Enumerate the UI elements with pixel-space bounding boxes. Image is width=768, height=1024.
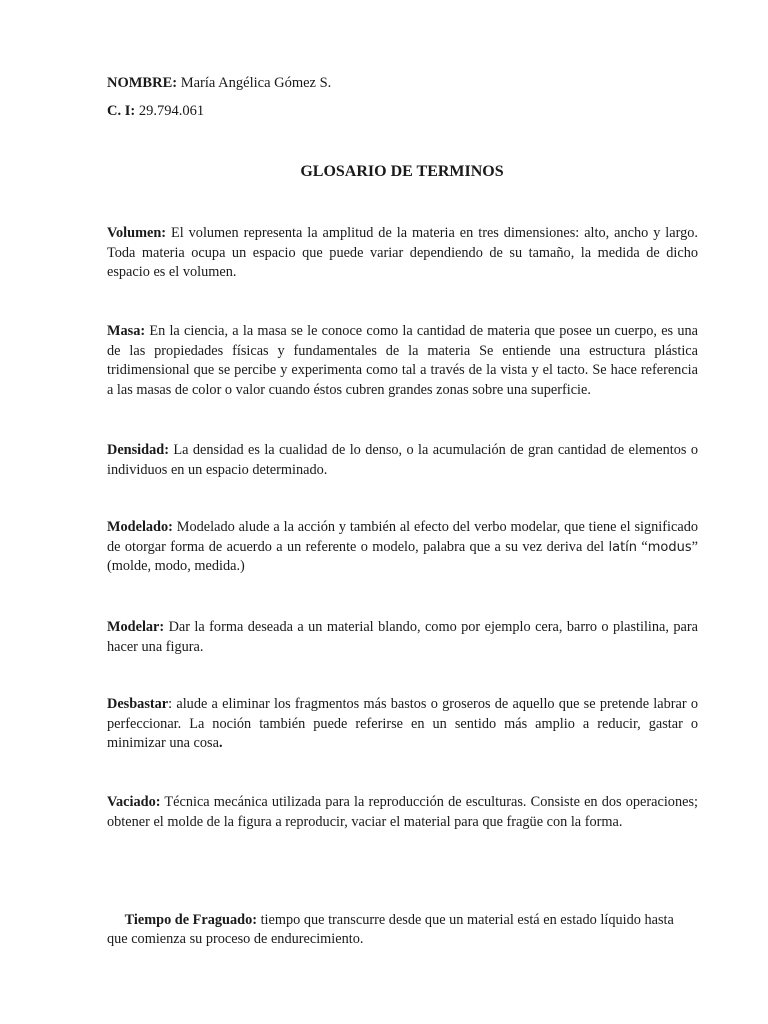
modus-word: modus	[647, 539, 692, 555]
trailing-period: .	[218, 735, 223, 752]
id-value: 29.794.061	[135, 103, 205, 119]
glossary-entry-modelar	[107, 618, 698, 657]
glossary-definition: : alude a eliminar los fragmentos más bastos o groseros de aquello que se pretende labrar o perfeccionar. La noción también puede referirse en un sentido más amplio a reducir, gastar o minimizar una cosa	[107, 696, 698, 752]
id-line	[107, 101, 204, 121]
glossary-term: Tiempo de Fraguado:	[121, 911, 257, 928]
name-value: María Angélica Gómez S.	[177, 75, 332, 91]
glossary-term: Modelar:	[107, 619, 165, 635]
id-label: C. I:	[107, 103, 136, 119]
glossary-term: Densidad:	[107, 442, 169, 458]
glossary-definition: El volumen representa la amplitud de la materia en tres dimensiones: alto, ancho y largo. Toda materia ocupa un espacio que puede variar dependiendo de su tamaño, la medida de dicho espacio es el volumen.	[107, 225, 698, 281]
glossary-term: Masa:	[107, 323, 146, 339]
glossary-definition: tiempo que transcurre desde que un material está en estado líquido hasta que comienza su proceso de endurecimiento.	[107, 911, 678, 948]
glossary-entry-masa	[107, 322, 698, 400]
glossary-entry-modelado	[107, 518, 698, 577]
page-title: GLOSARIO DE TERMINOS	[300, 163, 504, 180]
glossary-entry-volumen	[107, 224, 698, 283]
glossary-definition-tail: ” (molde, modo, medida.)	[107, 538, 698, 575]
glossary-entry-vaciado	[107, 793, 698, 832]
glossary-term: Modelado:	[107, 519, 173, 535]
glossary-term: Volumen:	[107, 225, 167, 241]
glossary-definition: Modelado alude a la acción y también al efecto del verbo modelar, que tiene el significado de otorgar forma de acuerdo a un referente o modelo, palabra que a su vez deriva del	[107, 519, 698, 555]
glossary-entry-densidad	[107, 441, 698, 480]
quote-open: “	[637, 538, 648, 555]
glossary-entry-desbastar	[107, 695, 698, 754]
glossary-term: Desbastar	[107, 696, 169, 712]
name-line	[107, 73, 331, 93]
glossary-definition: La densidad es la cualidad de lo denso, o la acumulación de gran cantidad de elementos o individuos en un espacio determinado.	[107, 442, 698, 478]
glossary-term: Vaciado:	[107, 794, 161, 810]
glossary-definition: En la ciencia, a la masa se le conoce como la cantidad de materia que posee un cuerpo, es una de las propiedades físicas y fundamentales de la materia Se entiende una estructura plástica tridimensional que se percibe y experimenta como tal a través de la vista y el tacto. Se hace referencia a las masas de color o valor cuando éstos cubren grandes zonas sobre una superficie.	[107, 323, 698, 398]
name-label: NOMBRE:	[107, 75, 178, 91]
latin-word: latín	[608, 539, 638, 555]
glossary-entry-tiempo-de-fraguado	[107, 891, 698, 969]
glossary-definition: Dar la forma deseada a un material blando, como por ejemplo cera, barro o plastilina, para hacer una figura.	[107, 619, 698, 655]
glossary-definition: Técnica mecánica utilizada para la reproducción de esculturas. Consiste en dos operaciones; obtener el molde de la figura a reproducir, vaciar el material para que fragüe con la forma.	[107, 794, 698, 830]
